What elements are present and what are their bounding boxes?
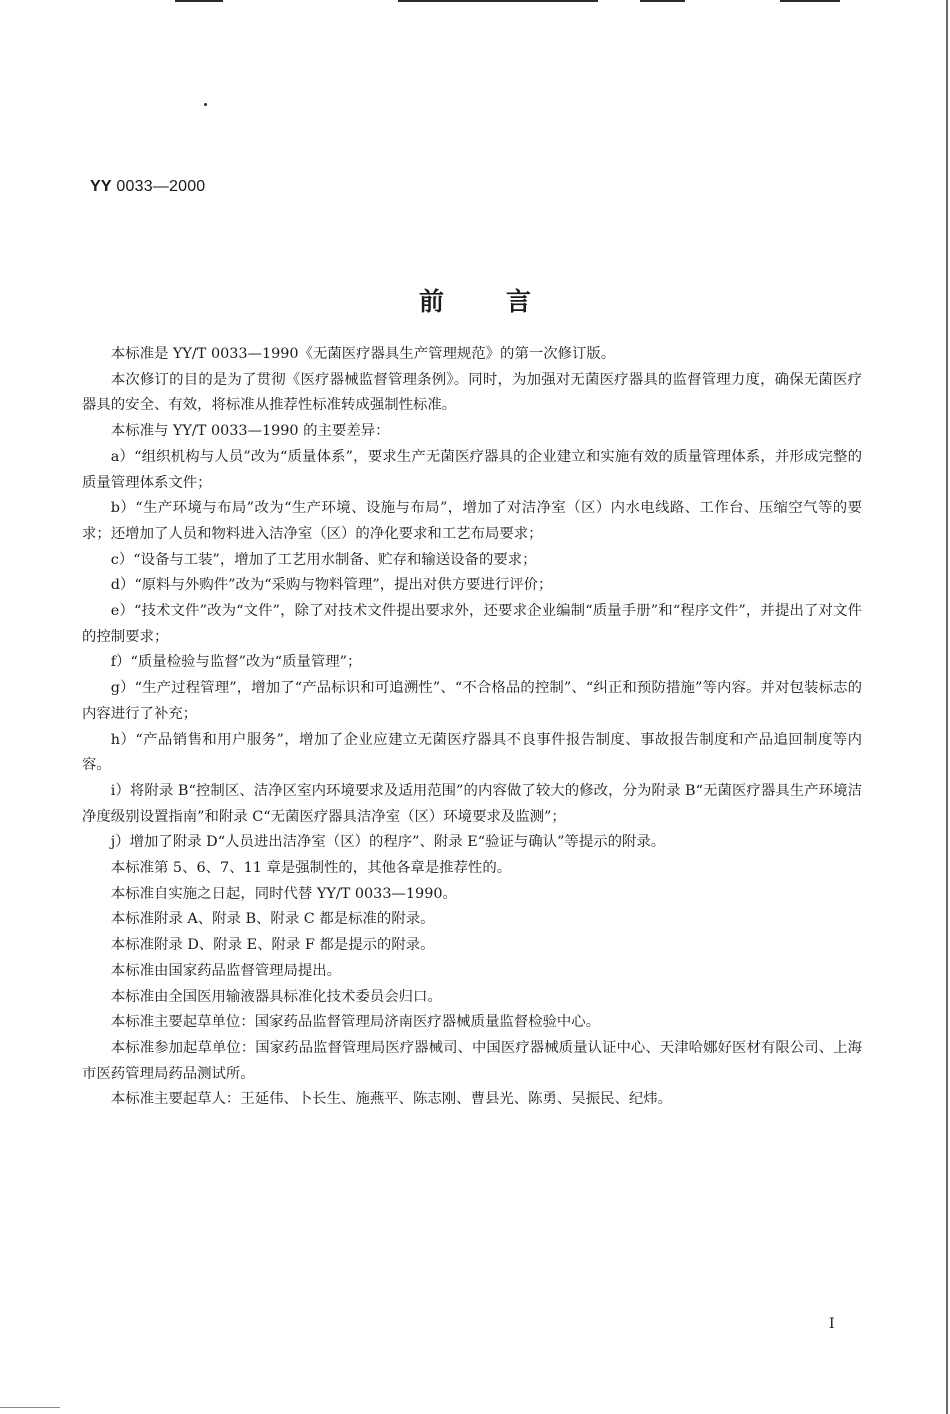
standard-code-number: 0033—2000 xyxy=(116,178,206,195)
scan-artifact-right-edge xyxy=(946,0,948,1414)
list-item: c）“设备与工装”，增加了工艺用水制备、贮存和输送设备的要求； xyxy=(110,551,537,568)
paragraph: 本标准由全国医用输液器具标准化技术委员会归口。 xyxy=(110,988,442,1005)
paragraph: 本次修订的目的是为了贯彻《医疗器械监督管理条例》。同时，为加强对无菌医疗器具的监督管理力度，确保无菌医疗器具的安全、有效，将标准从推荐性标准转成强制性标准。 xyxy=(82,371,862,414)
standard-code-prefix: YY xyxy=(90,178,112,195)
foreword-body xyxy=(82,342,862,1113)
list-item: a）“组织机构与人员”改为“质量体系”，要求生产无菌医疗器具的企业建立和实施有效的质量管理体系，并形成完整的质量管理体系文件； xyxy=(82,448,862,491)
list-item: f）“质量检验与监督”改为“质量管理”； xyxy=(110,654,362,671)
paragraph: 本标准是 YY/T 0033—1990《无菌医疗器具生产管理规范》的第一次修订版。 xyxy=(110,346,616,362)
paragraph: 本标准附录 A、附录 B、附录 C 都是标准的附录。 xyxy=(110,911,435,928)
paragraph: 本标准由国家药品监督管理局提出。 xyxy=(110,962,342,979)
scan-artifact-top-4 xyxy=(780,0,840,2)
paragraph: 本标准附录 D、附录 E、附录 F 都是提示的附录。 xyxy=(110,937,435,954)
title-char-2: 言 xyxy=(506,287,532,316)
paragraph: 本标准与 YY/T 0033—1990 的主要差异： xyxy=(110,423,390,440)
list-item: i）将附录 B“控制区、洁净区室内环境要求及适用范围”的内容做了较大的修改，分为附录 B“无菌医疗器具生产环境洁净度级别设置指南”和附录 C“无菌医疗器具洁净室（区）环境要求及监测”； xyxy=(82,782,862,825)
paragraph: 本标准自实施之日起，同时代替 YY/T 0033—1990。 xyxy=(110,885,457,902)
list-item: j）增加了附录 D“人员进出洁净室（区）的程序”、附录 E“验证与确认”等提示的附录。 xyxy=(110,834,666,851)
paragraph: 本标准参加起草单位：国家药品监督管理局医疗器械司、中国医疗器械质量认证中心、天津哈娜好医材有限公司、上海市医药管理局药品测试所。 xyxy=(82,1039,862,1082)
title-char-1: 前 xyxy=(418,287,444,316)
list-item: d）“原料与外购件”改为“采购与物料管理”，提出对供方要进行评价； xyxy=(110,577,553,594)
paragraph: 本标准第 5、6、7、11 章是强制性的，其他各章是推荐性的。 xyxy=(110,860,512,877)
paragraph: 本标准主要起草人：王延伟、卜长生、施燕平、陈志刚、曹县光、陈勇、吴振民、纪炜。 xyxy=(110,1091,673,1108)
standard-code xyxy=(90,178,205,196)
scan-artifact-top-1 xyxy=(175,0,223,2)
page-number: I xyxy=(829,1316,835,1332)
scan-artifact-bottom-left xyxy=(0,1407,60,1408)
paragraph: 本标准主要起草单位：国家药品监督管理局济南医疗器械质量监督检验中心。 xyxy=(110,1014,601,1031)
list-item: e）“技术文件”改为“文件”，除了对技术文件提出要求外，还要求企业编制“质量手册”和“程序文件”，并提出了对文件的控制要求； xyxy=(82,603,862,645)
list-item: b）“生产环境与布局”改为“生产环境、设施与布局”，增加了对洁净室（区）内水电线路、工作台、压缩空气等的要求；还增加了人员和物料进入洁净室（区）的净化要求和工艺布局要求； xyxy=(82,500,862,542)
page-title xyxy=(0,282,950,318)
scan-artifact-dot xyxy=(204,103,207,106)
list-item: g）“生产过程管理”，增加了“产品标识和可追溯性”、“不合格品的控制”、“纠正和预防措施”等内容。并对包装标志的内容进行了补充； xyxy=(82,680,862,722)
scan-artifact-top-3 xyxy=(640,0,685,2)
scan-artifact-top-2 xyxy=(398,0,598,2)
list-item: h）“产品销售和用户服务”，增加了企业应建立无菌医疗器具不良事件报告制度、事故报告制度和产品追回制度等内容。 xyxy=(82,731,862,774)
